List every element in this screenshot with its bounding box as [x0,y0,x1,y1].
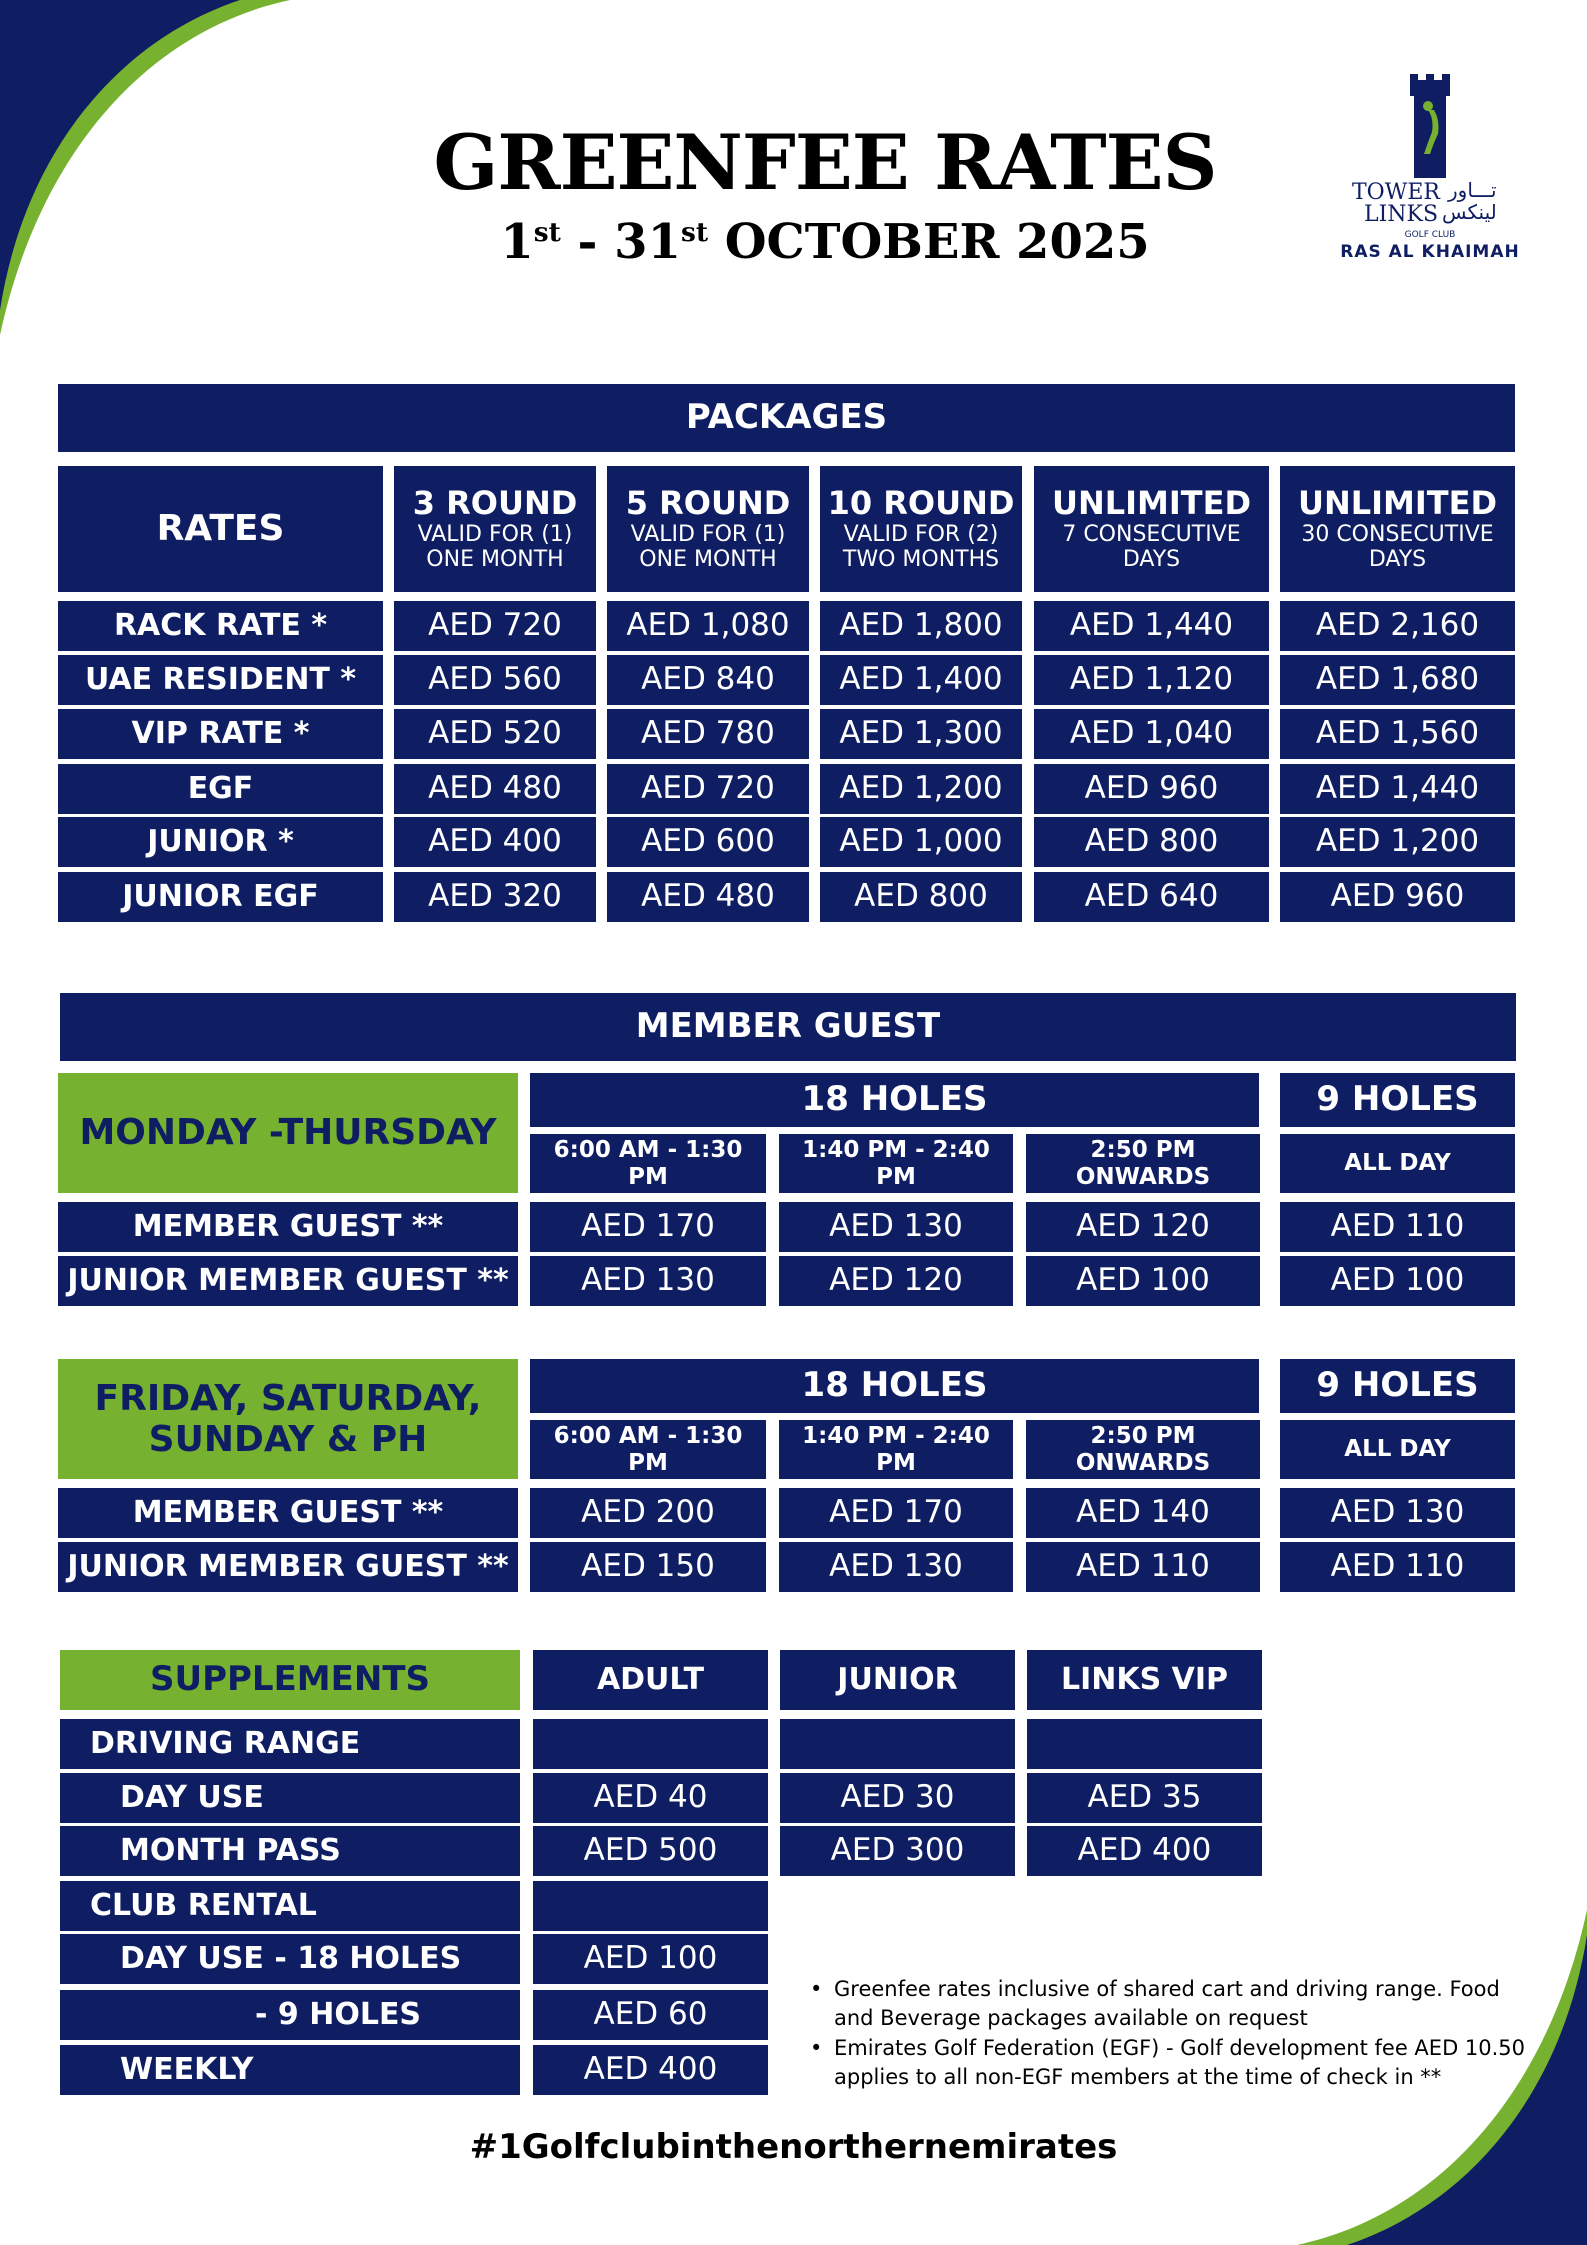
package-rate-cell: AED 1,200 [1280,817,1515,867]
package-rate-cell: AED 1,400 [820,655,1022,705]
package-rate-cell: AED 960 [1280,872,1515,922]
package-rate-cell: AED 720 [607,764,809,814]
package-validity: VALID FOR (1) [630,522,786,548]
package-rate-cell: AED 640 [1034,872,1269,922]
member-guest-rate-cell: AED 110 [1026,1542,1260,1592]
logo-name-line2: LINKS [1364,202,1439,227]
package-rate-cell: AED 1,440 [1280,764,1515,814]
package-rate-cell: AED 800 [1034,817,1269,867]
package-rate-cell: AED 840 [607,655,809,705]
member-guest-rate-cell: AED 130 [1280,1488,1515,1538]
tower-golfer-icon [1400,70,1460,178]
supplement-rate-cell [533,1881,768,1931]
time-slot-header: 6:00 AM - 1:30 PM [530,1420,766,1479]
logo-arabic-line2: لينكس [1442,200,1497,224]
package-rate-cell: AED 1,040 [1034,709,1269,759]
package-rate-cell: AED 1,440 [1034,601,1269,651]
holes-9-header: 9 HOLES [1280,1073,1515,1127]
package-validity: VALID FOR (2) [843,522,999,548]
time-slot-header: 2:50 PM ONWARDS [1026,1134,1260,1193]
member-guest-rate-cell: AED 100 [1280,1256,1515,1306]
package-rate-cell: AED 480 [394,764,596,814]
supplement-rate-cell: AED 400 [533,2045,768,2095]
member-guest-rate-cell: AED 200 [530,1488,766,1538]
package-rate-cell: AED 2,160 [1280,601,1515,651]
member-guest-rate-cell: AED 170 [779,1488,1013,1538]
package-validity: DAYS [1122,547,1181,573]
package-validity: 7 CONSECUTIVE [1062,522,1241,548]
note-item: • Emirates Golf Federation (EGF) - Golf development fee AED 10.50 applies to all non-EGF members at the time of check in ** [810,2035,1526,2090]
member-guest-rate-cell: AED 170 [530,1202,766,1252]
supplement-row-label: DAY USE [60,1773,520,1823]
package-validity: DAYS [1368,547,1427,573]
package-title: 10 ROUND [827,484,1015,523]
package-rate-cell: AED 1,200 [820,764,1022,814]
package-rate-cell: AED 1,080 [607,601,809,651]
supplement-rate-cell: AED 40 [533,1773,768,1823]
time-slot-header: 2:50 PM ONWARDS [1026,1420,1260,1479]
package-rate-cell: AED 720 [394,601,596,651]
supplement-column-header: JUNIOR [780,1650,1015,1710]
package-row-label: UAE RESIDENT * [58,655,383,705]
package-column-header [394,466,596,592]
holes-18-header: 18 HOLES [530,1073,1259,1127]
supplement-row-label: MONTH PASS [60,1826,520,1876]
package-rate-cell: AED 1,560 [1280,709,1515,759]
page-title: GREENFEE RATES [433,118,1217,207]
corner-swoosh-top-left [0,0,300,340]
logo-small-text: GOLF CLUB [1404,230,1456,240]
package-column-header [1034,466,1269,592]
logo-location: RAS AL KHAIMAH [1340,242,1520,262]
holes-9-header: 9 HOLES [1280,1359,1515,1413]
package-rate-cell: AED 480 [607,872,809,922]
supplement-rate-cell [533,1719,768,1769]
package-rate-cell: AED 520 [394,709,596,759]
supplement-row-label: WEEKLY [60,2045,520,2095]
package-validity: VALID FOR (1) [417,522,573,548]
member-guest-row-label: JUNIOR MEMBER GUEST ** [58,1542,518,1592]
package-rate-cell: AED 1,800 [820,601,1022,651]
package-validity: ONE MONTH [426,547,564,573]
member-guest-rate-cell: AED 130 [530,1256,766,1306]
time-slot-header: 1:40 PM - 2:40 PM [779,1134,1013,1193]
package-column-header [1280,466,1515,592]
day-group-label-line: SUNDAY & PH [148,1419,428,1460]
packages-header: PACKAGES [58,384,1515,452]
package-title: 5 ROUND [625,484,791,523]
bullet-icon: • [810,2035,823,2060]
package-column-header [607,466,809,592]
member-guest-row-label: JUNIOR MEMBER GUEST ** [58,1256,518,1306]
package-title: UNLIMITED [1297,484,1498,523]
notes-list [810,1975,1530,2093]
package-rate-cell: AED 400 [394,817,596,867]
note-item: • Greenfee rates inclusive of shared cart and driving range. Food and Beverage packages available on request [810,1977,1500,2031]
day-group-label [58,1359,518,1479]
package-rate-cell: AED 600 [607,817,809,867]
supplement-rate-cell [1027,1719,1262,1769]
supplement-row-label: DRIVING RANGE [60,1719,520,1769]
package-rate-cell: AED 800 [820,872,1022,922]
member-guest-header: MEMBER GUEST [60,993,1516,1061]
supplement-rate-cell [780,1719,1015,1769]
member-guest-row-label: MEMBER GUEST ** [58,1202,518,1252]
time-slot-header: ALL DAY [1280,1420,1515,1479]
supplement-row-label: - 9 HOLES [60,1990,520,2040]
supplement-column-header: ADULT [533,1650,768,1710]
package-row-label: VIP RATE * [58,709,383,759]
package-rate-cell: AED 560 [394,655,596,705]
member-guest-rate-cell: AED 150 [530,1542,766,1592]
supplement-rate-cell: AED 300 [780,1826,1015,1876]
package-rate-cell: AED 780 [607,709,809,759]
member-guest-rate-cell: AED 110 [1280,1542,1515,1592]
supplement-row-label: CLUB RENTAL [60,1881,520,1931]
member-guest-rate-cell: AED 120 [1026,1202,1260,1252]
member-guest-rate-cell: AED 130 [779,1202,1013,1252]
member-guest-rate-cell: AED 120 [779,1256,1013,1306]
rates-label: RATES [58,466,383,592]
member-guest-rate-cell: AED 110 [1280,1202,1515,1252]
package-rate-cell: AED 1,000 [820,817,1022,867]
supplement-rate-cell: AED 30 [780,1773,1015,1823]
supplement-rate-cell: AED 400 [1027,1826,1262,1876]
supplement-column-header: LINKS VIP [1027,1650,1262,1710]
club-logo [1330,70,1530,270]
logo-name-line1: TOWER [1352,180,1440,205]
package-rate-cell: AED 1,300 [820,709,1022,759]
package-row-label: JUNIOR EGF [58,872,383,922]
supplement-rate-cell: AED 100 [533,1934,768,1984]
member-guest-rate-cell: AED 130 [779,1542,1013,1592]
package-title: UNLIMITED [1051,484,1252,523]
time-slot-header: 6:00 AM - 1:30 PM [530,1134,766,1193]
day-group-label-line: FRIDAY, SATURDAY, [94,1377,482,1419]
package-validity: 30 CONSECUTIVE [1301,522,1494,548]
time-slot-header: 1:40 PM - 2:40 PM [779,1420,1013,1479]
package-column-header [820,466,1022,592]
package-rate-cell: AED 320 [394,872,596,922]
supplement-rate-cell: AED 60 [533,1990,768,2040]
package-row-label: JUNIOR * [58,817,383,867]
supplements-header: SUPPLEMENTS [60,1650,520,1710]
member-guest-rate-cell: AED 140 [1026,1488,1260,1538]
package-rate-cell: AED 1,680 [1280,655,1515,705]
member-guest-rate-cell: AED 100 [1026,1256,1260,1306]
date-range: 1st - 31st OCTOBER 2025 [500,214,1150,270]
package-row-label: RACK RATE * [58,601,383,651]
package-title: 3 ROUND [412,484,578,523]
day-group-label: MONDAY -THURSDAY [58,1073,518,1193]
supplement-rate-cell: AED 35 [1027,1773,1262,1823]
supplement-rate-cell: AED 500 [533,1826,768,1876]
package-row-label: EGF [58,764,383,814]
package-rate-cell: AED 960 [1034,764,1269,814]
hashtag: #1Golfclubinthenorthernemirates [469,2127,1118,2167]
supplement-row-label: DAY USE - 18 HOLES [60,1934,520,1984]
package-validity: ONE MONTH [639,547,777,573]
time-slot-header: ALL DAY [1280,1134,1515,1193]
package-validity: TWO MONTHS [842,547,1000,573]
logo-arabic-line1: تـــاور [1448,178,1497,202]
package-rate-cell: AED 1,120 [1034,655,1269,705]
holes-18-header: 18 HOLES [530,1359,1259,1413]
bullet-icon: • [810,1977,823,2001]
member-guest-row-label: MEMBER GUEST ** [58,1488,518,1538]
